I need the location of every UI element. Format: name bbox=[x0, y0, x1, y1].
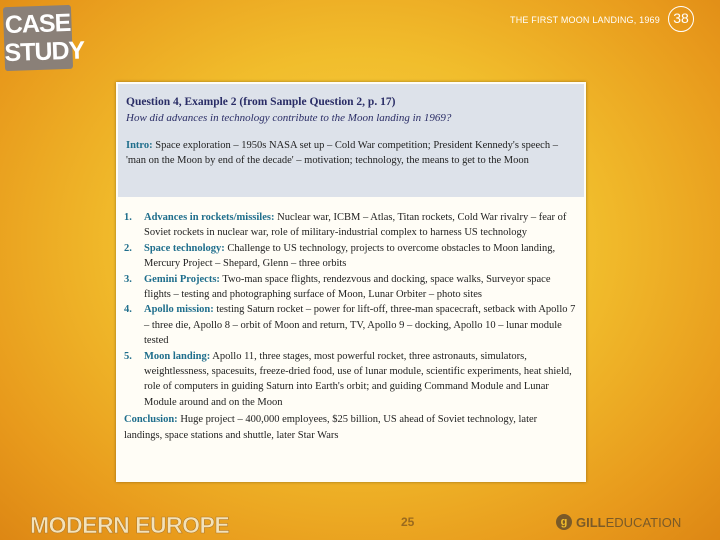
point-label: Moon landing: bbox=[144, 350, 211, 362]
content-panel bbox=[116, 82, 586, 482]
point-label: Apollo mission: bbox=[144, 304, 214, 316]
slide-number: 38 bbox=[668, 6, 694, 32]
points-list bbox=[124, 210, 576, 443]
list-item bbox=[124, 349, 576, 411]
logo-line-1: CASE bbox=[4, 8, 71, 40]
conclusion-label: Conclusion: bbox=[124, 414, 178, 426]
intro-label: Intro: bbox=[126, 140, 153, 151]
point-number: 4. bbox=[124, 304, 132, 316]
point-text: testing Saturn rocket – power for lift-off, three-man spacecraft, setback with Apollo 7 – three die, Apollo 8 – orbit of Moon and return, TV, Apollo 9 – docking, Apollo 10 – lunar module tested bbox=[144, 304, 576, 347]
publisher-name-bold: GILL bbox=[576, 514, 606, 530]
question-title: Question 4, Example 2 (from Sample Question 2, p. 17) bbox=[126, 96, 396, 108]
question-text: How did advances in technology contribute to the Moon landing in 1969? bbox=[126, 112, 452, 124]
point-label: Space technology: bbox=[144, 242, 225, 254]
point-text: Two-man space flights, rendezvous and docking, space walks, Surveyor space flights – testing and photographing surface of Moon, Lunar Orbiter – photo sites bbox=[144, 273, 551, 301]
list-item bbox=[124, 210, 576, 241]
point-label: Advances in rockets/missiles: bbox=[144, 212, 275, 223]
gill-education-logo bbox=[556, 514, 681, 530]
conclusion-paragraph bbox=[124, 412, 576, 443]
page-number: 25 bbox=[401, 515, 415, 529]
case-study-logo bbox=[3, 5, 85, 71]
point-text: Apollo 11, three stages, most powerful rocket, three astronauts, simulators, weightlessness, spacesuits, freeze-dried food, use of lunar module, scientific experiments, heat shield, role of computers in guiding Saturn into Earth's orbit; and guiding Command Module and Lunar Module around and on the Moon bbox=[144, 350, 572, 408]
gill-mark-icon: g bbox=[556, 514, 572, 530]
point-number: 2. bbox=[124, 242, 132, 254]
point-number: 3. bbox=[124, 273, 132, 285]
list-item bbox=[124, 272, 576, 303]
point-label: Gemini Projects: bbox=[144, 273, 220, 285]
logo-line-2: STUDY bbox=[4, 36, 85, 68]
list-item bbox=[124, 302, 576, 348]
publisher-name-rest: EDUCATION bbox=[605, 514, 682, 530]
question-box bbox=[118, 84, 584, 197]
list-item bbox=[124, 241, 576, 272]
point-text: Challenge to US technology, projects to overcome obstacles to Moon landing, Mercury Project – Shepard, Glenn – three orbits bbox=[144, 242, 556, 270]
intro-text: Space exploration – 1950s NASA set up – Cold War competition; President Kennedy's speech – 'man on the Moon by end of the decade' – motivation; technology, the means to get to the Moon bbox=[126, 140, 558, 166]
intro-paragraph bbox=[126, 138, 576, 168]
point-number: 1. bbox=[124, 212, 132, 223]
modern-europe-brand: MODERN EUROPE bbox=[30, 512, 230, 538]
conclusion-text: Huge project – 400,000 employees, $25 billion, US ahead of Soviet technology, later landings, space stations and shuttle, later Star Wars bbox=[124, 414, 538, 441]
point-text: Nuclear war, ICBM – Atlas, Titan rockets, Cold War rivalry – fear of Soviet rockets in nuclear war, role of military-industrial complex to harness US technology bbox=[144, 212, 567, 239]
point-number: 5. bbox=[124, 350, 132, 362]
slide-title: THE FIRST MOON LANDING, 1969 bbox=[510, 15, 660, 25]
